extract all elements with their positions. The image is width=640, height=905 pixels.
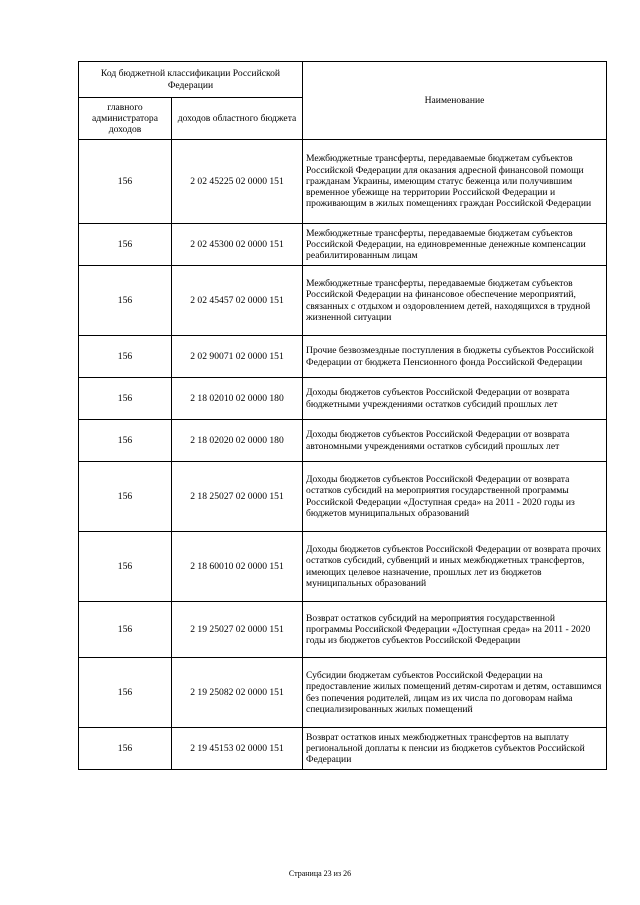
- cell-budget-code: 2 19 45153 02 0000 151: [172, 728, 303, 770]
- cell-name: Доходы бюджетов субъектов Российской Федерации от возврата бюджетными учреждениями остатков субсидий прошлых лет: [303, 378, 607, 420]
- table-row: [79, 658, 607, 728]
- table-row: [79, 420, 607, 462]
- budget-classification-table: [78, 61, 607, 770]
- table-body: [79, 140, 607, 770]
- cell-name: Возврат остатков субсидий на мероприятия государственной программы Российской Федерации «Доступная среда» на 2011 - 2020 годы из бюджетов субъектов Российской Федерации: [303, 602, 607, 658]
- cell-admin-code: 156: [79, 266, 172, 336]
- cell-admin-code: 156: [79, 140, 172, 224]
- cell-budget-code: 2 02 45300 02 0000 151: [172, 224, 303, 266]
- cell-budget-code: 2 02 90071 02 0000 151: [172, 336, 303, 378]
- cell-admin-code: 156: [79, 602, 172, 658]
- cell-budget-code: 2 02 45225 02 0000 151: [172, 140, 303, 224]
- cell-admin-code: 156: [79, 420, 172, 462]
- header-name: Наименование: [303, 62, 607, 140]
- cell-budget-code: 2 19 25027 02 0000 151: [172, 602, 303, 658]
- table-row: [79, 378, 607, 420]
- cell-name: Субсидии бюджетам субъектов Российской Федерации на предоставление жилых помещений детям-сиротам и детям, оставшимся без попечения родителей, лицам из их числа по договорам найма специализированных жилых помещений: [303, 658, 607, 728]
- cell-name: Межбюджетные трансферты, передаваемые бюджетам субъектов Российской Федерации на финансовое обеспечение мероприятий, связанных с отдыхом и оздоровлением детей, находящихся в трудной жизненной ситуации: [303, 266, 607, 336]
- cell-name: Прочие безвозмездные поступления в бюджеты субъектов Российской Федерации от бюджета Пенсионного фонда Российской Федерации: [303, 336, 607, 378]
- cell-budget-code: 2 19 25082 02 0000 151: [172, 658, 303, 728]
- cell-budget-code: 2 18 02020 02 0000 180: [172, 420, 303, 462]
- table-row: [79, 224, 607, 266]
- header-group-label: Код бюджетной классификации Российской Федерации: [79, 62, 303, 98]
- table-row: [79, 140, 607, 224]
- cell-admin-code: 156: [79, 224, 172, 266]
- cell-name: Возврат остатков иных межбюджетных трансфертов на выплату региональной доплаты к пенсии из бюджетов субъектов Российской Федерации: [303, 728, 607, 770]
- cell-name: Доходы бюджетов субъектов Российской Федерации от возврата автономными учреждениями остатков субсидий прошлых лет: [303, 420, 607, 462]
- page-number: Страница 23 из 26: [288, 869, 352, 878]
- cell-admin-code: 156: [79, 378, 172, 420]
- header-admin: главного администратора доходов: [79, 98, 172, 140]
- cell-budget-code: 2 18 60010 02 0000 151: [172, 532, 303, 602]
- cell-name: Межбюджетные трансферты, передаваемые бюджетам субъектов Российской Федерации, на единовременные денежные компенсации реабилитированным лицам: [303, 224, 607, 266]
- cell-budget-code: 2 18 25027 02 0000 151: [172, 462, 303, 532]
- table-row: [79, 462, 607, 532]
- cell-admin-code: 156: [79, 462, 172, 532]
- cell-name: Доходы бюджетов субъектов Российской Федерации от возврата прочих остатков субсидий, субвенций и иных межбюджетных трансфертов, имеющих целевое назначение, прошлых лет из бюджетов муниципальных образований: [303, 532, 607, 602]
- table-row: [79, 728, 607, 770]
- cell-admin-code: 156: [79, 728, 172, 770]
- cell-admin-code: 156: [79, 532, 172, 602]
- table-row: [79, 336, 607, 378]
- table-row: [79, 266, 607, 336]
- cell-name: Межбюджетные трансферты, передаваемые бюджетам субъектов Российской Федерации для оказания адресной финансовой помощи гражданам Украины, имеющим статус беженца или получившим временное убежище на территории Российской Федерации и проживающим в жилых помещениях граждан Российской Федерации: [303, 140, 607, 224]
- cell-budget-code: 2 02 45457 02 0000 151: [172, 266, 303, 336]
- table-header-row: [79, 62, 607, 98]
- cell-name: Доходы бюджетов субъектов Российской Федерации от возврата остатков субсидий на мероприятия государственной программы Российской Федерации «Доступная среда» на 2011 - 2020 годы из бюджетов муниципальных образований: [303, 462, 607, 532]
- cell-admin-code: 156: [79, 658, 172, 728]
- table-row: [79, 602, 607, 658]
- cell-admin-code: 156: [79, 336, 172, 378]
- table-row: [79, 532, 607, 602]
- cell-budget-code: 2 18 02010 02 0000 180: [172, 378, 303, 420]
- header-code: доходов областного бюджета: [172, 98, 303, 140]
